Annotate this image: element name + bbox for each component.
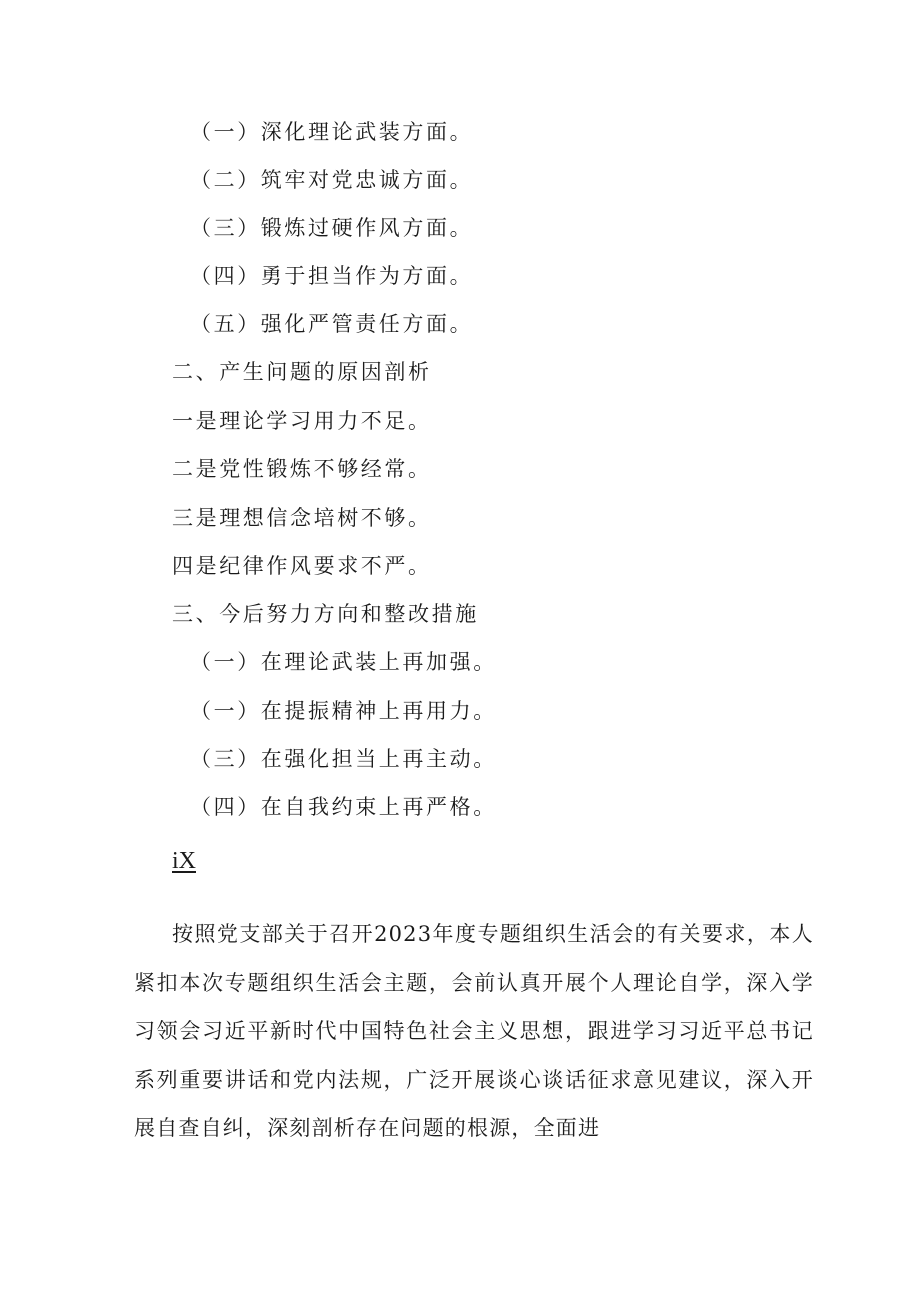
outline-item-1-3: （三）锻炼过硬作风方面。	[190, 216, 474, 240]
section-3-heading: 三、今后努力方向和整改措施	[172, 602, 479, 626]
outline-item-2-4: 四是纪律作风要求不严。	[172, 554, 432, 578]
body-heading: iX	[172, 848, 196, 874]
outline-item-3-3: （三）在强化担当上再主动。	[190, 747, 497, 771]
outline-item-3-2: （一）在提振精神上再用力。	[190, 699, 497, 723]
outline-item-3-1: （一）在理论武装上再加强。	[190, 650, 497, 674]
outline-item-3-4: （四）在自我约束上再严格。	[190, 795, 497, 819]
outline-item-1-4: （四）勇于担当作为方面。	[190, 264, 474, 288]
outline-item-2-3: 三是理想信念培树不够。	[172, 506, 432, 530]
outline-item-1-2: （二）筑牢对党忠诚方面。	[190, 168, 474, 192]
outline-item-1-1: （一）深化理论武装方面。	[190, 120, 474, 144]
section-2-heading: 二、产生问题的原因剖析	[172, 360, 432, 384]
body-paragraph: 按照党支部关于召开2023年度专题组织生活会的有关要求，本人紧扣本次专题组织生活会主题，会前认真开展个人理论自学，深入学习领会习近平新时代中国特色社会主义思想，跟进学习习近平总书记系列重要讲话和党内法规，广泛开展谈心谈话征求意见建议，深入开展自查自纠，深刻剖析存在问题的根源，全面进	[134, 922, 814, 1140]
outline-item-2-1: 一是理论学习用力不足。	[172, 409, 432, 433]
outline-item-1-5: （五）强化严管责任方面。	[190, 312, 474, 336]
outline-item-2-2: 二是党性锻炼不够经常。	[172, 457, 432, 481]
